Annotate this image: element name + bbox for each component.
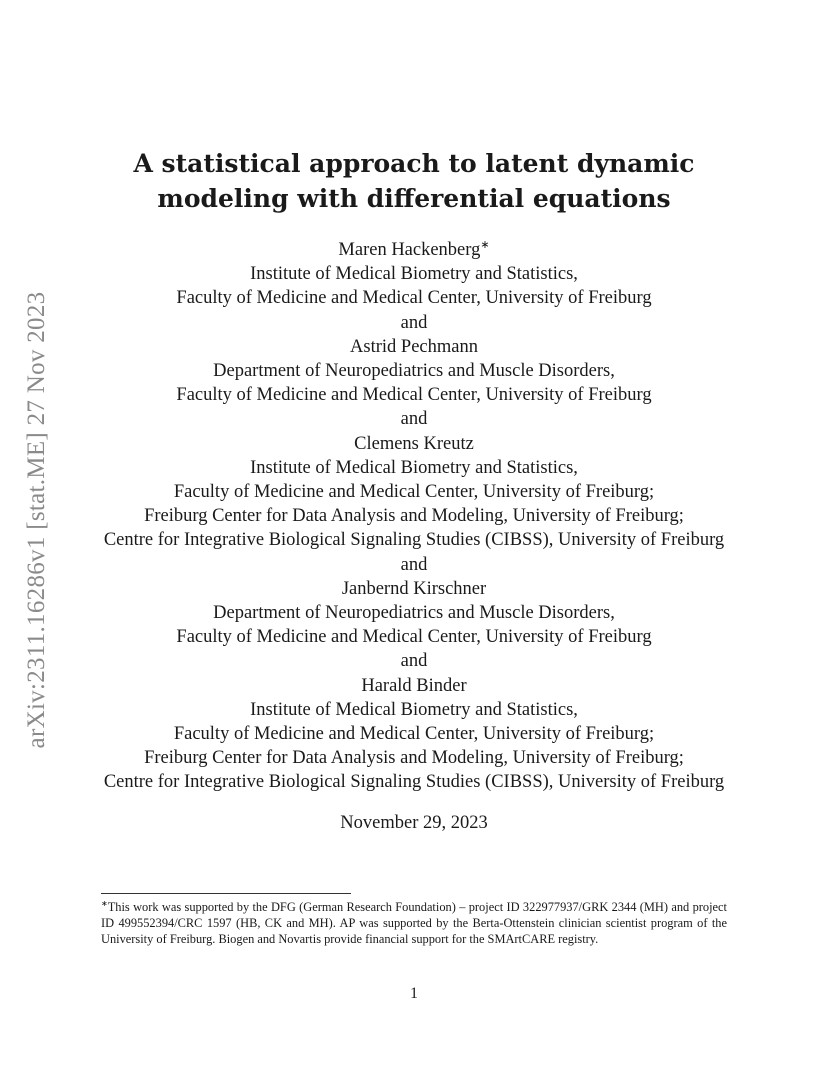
author-name [0,238,828,262]
arxiv-identifier-stamp: arXiv:2311.16286v1 [stat.ME] 27 Nov 2023 [23,291,50,749]
author-affiliation: Faculty of Medicine and Medical Center, University of Freiburg [176,288,652,309]
author-block [0,238,828,795]
author-name-text: Maren Hackenberg [338,240,481,260]
page-number: 1 [410,985,418,1002]
title-line-2: modeling with differential equations [157,184,671,213]
author-affiliation: Centre for Integrative Biological Signaling Studies (CIBSS), University of Freiburg [103,530,725,551]
author-affiliation: Institute of Medical Biometry and Statistics, [250,457,578,478]
author-affiliation: Freiburg Center for Data Analysis and Modeling, University of Freiburg; [144,748,684,769]
author-affiliation: Freiburg Center for Data Analysis and Modeling, University of Freiburg; [144,506,684,527]
publication-date: November 29, 2023 [340,813,488,833]
footnote-mark: ∗ [101,898,108,908]
author-affiliation: Institute of Medical Biometry and Statistics, [250,699,578,720]
author-separator: and [400,554,428,575]
footnote-text: This work was supported by the DFG (German Research Foundation) – project ID 322977937/GRK 2344 (MH) and project ID 499552394/CRC 1597 (HB, CK and MH). AP was supported by the Berta-Ottenstein clinician scientist program of the University of Freiburg. Biogen and Novartis provide financial support for the SMArtCARE registry. [101,900,727,946]
paper-title [0,146,828,216]
author-name: Harald Binder [361,675,467,696]
author-affiliation: Faculty of Medicine and Medical Center, University of Freiburg [176,627,652,648]
author-affiliation: Department of Neuropediatrics and Muscle Disorders, [213,603,615,624]
title-line-1: A statistical approach to latent dynamic [133,149,695,178]
author-affiliation: Centre for Integrative Biological Signaling Studies (CIBSS), University of Freiburg [103,772,725,793]
author-footnote-mark: ∗ [480,238,490,251]
author-affiliation: Faculty of Medicine and Medical Center, University of Freiburg; [173,724,655,745]
author-name: Janbernd Kirschner [341,578,487,599]
author-affiliation: Faculty of Medicine and Medical Center, University of Freiburg [176,385,652,406]
author-separator: and [400,651,428,672]
author-separator: and [400,409,428,430]
author-name: Clemens Kreutz [354,433,474,454]
author-separator: and [400,312,428,333]
footnote [101,899,727,947]
author-affiliation: Department of Neuropediatrics and Muscle Disorders, [213,361,615,382]
footnote-divider [101,893,351,894]
author-name: Astrid Pechmann [350,336,478,357]
author-affiliation: Faculty of Medicine and Medical Center, University of Freiburg; [173,482,655,503]
author-affiliation: Institute of Medical Biometry and Statistics, [250,264,578,285]
